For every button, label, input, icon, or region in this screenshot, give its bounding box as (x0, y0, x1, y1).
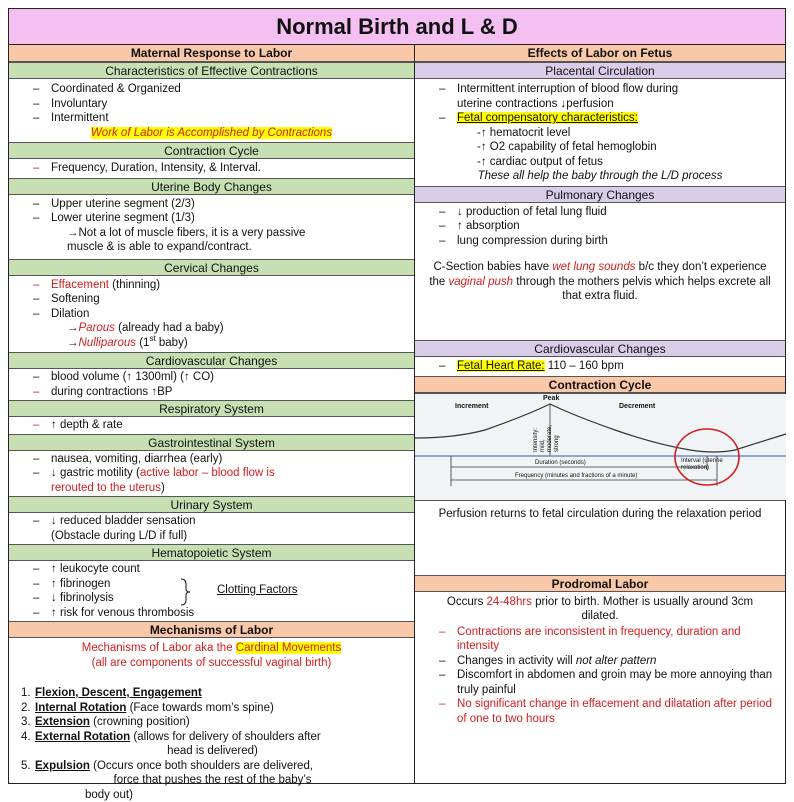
frequency-label: Frequency (minutes and fractions of a minute) (515, 473, 637, 480)
interval-label: Interval (uterine relaxation) (681, 458, 733, 472)
diagram-caption: Perfusion returns to fetal circulation during the relaxation period (415, 501, 785, 575)
mechanism-step-cont: force that pushes the rest of the baby’s (9, 773, 414, 788)
pulmonary-title: Pulmonary Changes (415, 186, 785, 203)
list-item: – ↓ reduced bladder sensation (9, 514, 414, 529)
placental-title: Placental Circulation (415, 62, 785, 79)
c-section-paragraph: C-Section babies have wet lung sounds b/c they don’t experience the vaginal push through the mothers pelvis which helps excrete all that extra fluid. (415, 250, 785, 340)
list-item: – ↑ absorption (415, 219, 785, 234)
list-item: – Fetal compensatory characteristics: (415, 111, 785, 126)
list-item: – Lower uterine segment (1/3) (9, 211, 414, 226)
mechanism-step: 4. External Rotation (allows for delivery of shoulders after (9, 730, 414, 745)
respiratory-title: Respiratory System (9, 400, 414, 417)
list-item: – ↓ gastric motility (active labor – blood flow is rerouted to the uterus) (9, 466, 414, 495)
nulliparous-item: →Nulliparous (1st baby) (9, 336, 414, 351)
clotting-factors-label: Clotting Factors (217, 583, 298, 598)
mechanisms-intro: Mechanisms of Labor aka the Cardinal Movements (all are components of successful vaginal birth) (9, 638, 414, 670)
fetal-heart-rate: – Fetal Heart Rate: 110 – 160 bpm (415, 357, 785, 376)
maternal-header: Maternal Response to Labor (9, 45, 414, 62)
mechanism-step: 3. Extension (crowning position) (9, 715, 414, 730)
list-item: – nausea, vomiting, diarrhea (early) (9, 452, 414, 467)
list-item: – ↓ production of fetal lung fluid (415, 205, 785, 220)
increment-label: Increment (455, 402, 488, 411)
urinary-title: Urinary System (9, 496, 414, 513)
placental-note: These all help the baby through the L/D process (415, 169, 785, 184)
cervical-changes-title: Cervical Changes (9, 259, 414, 276)
contraction-cycle-title: Contraction Cycle (415, 376, 785, 393)
mechanisms-title: Mechanisms of Labor (9, 621, 414, 638)
list-item: – ↑ depth & rate (9, 417, 414, 434)
list-item: – Coordinated & Organized (9, 82, 414, 97)
list-item: – Frequency, Duration, Intensity, & Interval. (9, 159, 414, 178)
page-title: Normal Birth and L & D (9, 9, 785, 45)
uterine-note: →Not a lot of muscle fibers, it is a very passive muscle & is able to expand/contract. (9, 226, 414, 255)
sub-item: -↑ O2 capability of fetal hemoglobin (415, 140, 785, 155)
gastrointestinal-title: Gastrointestinal System (9, 434, 414, 451)
list-item: – Involuntary (9, 97, 414, 112)
list-item: – Softening (9, 292, 414, 307)
list-item: – Discomfort in abdomen and groin may be more annoying than truly painful (415, 668, 785, 697)
list-item: – No significant change in effacement and dilatation after period of one to two hours (415, 697, 785, 726)
duration-label: Duration (seconds) (535, 460, 586, 467)
brace-icon (179, 578, 191, 606)
list-item: – Changes in activity will not alter pattern (415, 654, 785, 669)
decrement-label: Decrement (619, 402, 655, 411)
mechanism-step-cont: body out) (9, 788, 414, 802)
list-item: – during contractions ↑BP (9, 385, 414, 400)
list-item: – ↑ risk for venous thrombosis (9, 606, 414, 621)
contraction-cycle-title: Contraction Cycle (9, 142, 414, 159)
prodromal-intro: Occurs 24-48hrs prior to birth. Mother is usually around 3cm dilated. (415, 592, 785, 625)
peak-label: Peak (543, 394, 559, 403)
list-item: – lung compression during birth (415, 234, 785, 249)
right-column (415, 45, 785, 783)
work-of-labor-note: Work of Labor is Accomplished by Contractions (9, 126, 414, 143)
list-item: – Intermittent (9, 111, 414, 126)
list-item: – Upper uterine segment (2/3) (9, 197, 414, 212)
left-column (9, 45, 415, 783)
list-item: – ↑ leukocyte count (9, 562, 414, 577)
list-item: (Obstacle during L/D if full) (9, 529, 414, 544)
list-item: – Effacement (thinning) (9, 278, 414, 293)
intensity-label: Intensity: mild, moderate, strong (533, 414, 545, 452)
fetal-cardio-title: Cardiovascular Changes (415, 340, 785, 357)
list-item: – ↑ fibrinogen (9, 577, 414, 592)
uterine-body-title: Uterine Body Changes (9, 178, 414, 195)
list-item: – blood volume (↑ 1300ml) (↑ CO) (9, 370, 414, 385)
list-item: – Dilation (9, 307, 414, 322)
mechanism-step: 5. Expulsion (Occurs once both shoulders are delivered, (9, 759, 414, 774)
cardiovascular-title: Cardiovascular Changes (9, 352, 414, 369)
parous-item: →Parous (already had a baby) (9, 321, 414, 336)
mechanism-step: 1. Flexion, Descent, Engagement (9, 686, 414, 701)
mechanism-step: 2. Internal Rotation (Face towards mom’s spine) (9, 701, 414, 716)
sub-item: -↑ hematocrit level (415, 126, 785, 141)
fetus-header: Effects of Labor on Fetus (415, 45, 785, 62)
prodromal-title: Prodromal Labor (415, 575, 785, 592)
list-item: – Intermittent interruption of blood flow during uterine contractions ↓perfusion (415, 82, 785, 111)
list-item: – Contractions are inconsistent in frequency, duration and intensity (415, 625, 785, 654)
sub-item: -↑ cardiac output of fetus (415, 155, 785, 170)
effective-contractions-title: Characteristics of Effective Contractions (9, 62, 414, 79)
study-sheet (8, 8, 786, 784)
hematopoietic-title: Hematopoietic System (9, 544, 414, 561)
mechanism-step-cont: head is delivered) (9, 744, 414, 759)
list-item: – ↓ fibrinolysis (9, 591, 414, 606)
contraction-cycle-diagram (415, 393, 785, 501)
